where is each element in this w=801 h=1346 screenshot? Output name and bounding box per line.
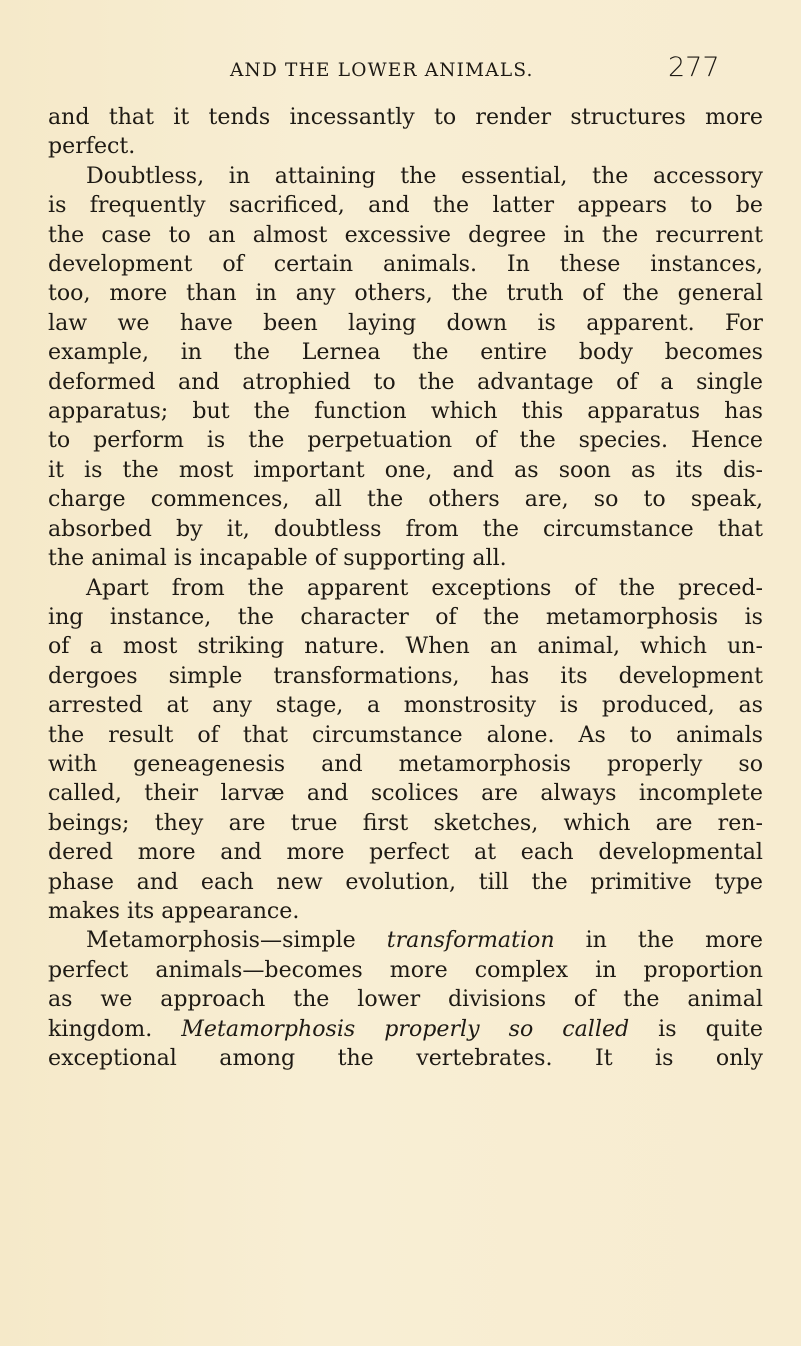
- paragraph-first-line: [48, 926, 763, 955]
- text-line: phase and each new evolution, till the primitive type: [48, 868, 763, 895]
- body-text: [48, 103, 763, 1073]
- page-number: 277: [668, 52, 720, 83]
- text-line: with geneagenesis and metamorphosis properly so: [48, 750, 763, 777]
- text-line: the animal is incapable of supporting all.: [48, 545, 507, 572]
- text-line: the case to an almost excessive degree in the recurrent: [48, 221, 763, 248]
- text-line: exceptional among the vertebrates. It is only: [48, 1045, 763, 1071]
- text-line: law we have been laying down is apparent. For: [48, 309, 763, 336]
- running-head: AND THE LOWER ANIMALS.: [230, 60, 534, 81]
- text-line: apparatus; but the function which this apparatus has: [48, 398, 763, 425]
- text-line: ing instance, the character of the metamorphosis is: [48, 603, 763, 630]
- text-line: the result of that circumstance alone. As to animals: [48, 721, 763, 748]
- italic-phrase: Metamorphosis properly so called: [181, 1015, 630, 1042]
- text-line: development of certain animals. In these instances,: [48, 251, 763, 278]
- text-run: kingdom.: [48, 1015, 182, 1042]
- text-run: in the more: [554, 927, 763, 954]
- text-line: to perform is the perpetuation of the species. Hence: [48, 427, 763, 454]
- paragraph-first-line: Apart from the apparent exceptions of the preced-: [86, 574, 763, 601]
- text-line: absorbed by it, doubtless from the circumstance that: [48, 515, 763, 542]
- text-line: arrested at any stage, a monstrosity is produced, as: [48, 692, 763, 719]
- text-line: beings; they are true first sketches, which are ren-: [48, 809, 763, 836]
- text-line: of a most striking nature. When an animal, which un-: [48, 633, 763, 660]
- text-line: dergoes simple transformations, has its development: [48, 662, 763, 689]
- page-header: [230, 52, 720, 92]
- text-line: and that it tends incessantly to render structures more: [48, 104, 763, 130]
- text-line: charge commences, all the others are, so to speak,: [48, 486, 763, 513]
- text-line: it is the most important one, and as soon as its dis-: [48, 456, 763, 483]
- text-line: is frequently sacrificed, and the latter appears to be: [48, 192, 763, 219]
- text-line: perfect.: [48, 133, 136, 160]
- text-line: perfect animals—becomes more complex in proportion: [48, 956, 763, 983]
- text-run: is quite: [629, 1015, 763, 1042]
- text-line: makes its appearance.: [48, 897, 300, 924]
- italic-term: transformation: [386, 927, 555, 954]
- text-line: called, their larvæ and scolices are always incomplete: [48, 780, 763, 807]
- text-line: as we approach the lower divisions of the animal: [48, 986, 763, 1013]
- text-line: deformed and atrophied to the advantage of a single: [48, 368, 763, 395]
- paragraph-first-line: Doubtless, in attaining the essential, the accessory: [86, 162, 763, 189]
- text-line: example, in the Lernea the entire body becomes: [48, 339, 763, 366]
- text-line: too, more than in any others, the truth of the general: [48, 280, 763, 307]
- text-line: [48, 1015, 763, 1044]
- text-run: Metamorphosis—simple: [86, 927, 387, 954]
- text-line: dered more and more perfect at each developmental: [48, 839, 763, 866]
